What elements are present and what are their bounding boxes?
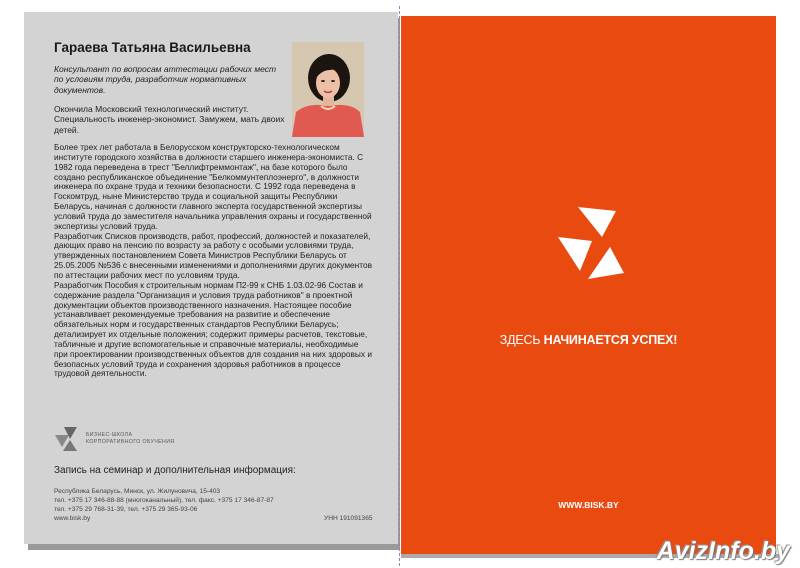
fold-line (399, 6, 400, 566)
biography-paragraph: Разработчик Списков производств, работ, профессий, должностей и показателей, дающих право на пенсию по возрасту за работу с особыми условиями труда, утвержденных постановлением Совета Министров Республики Беларусь от 25.05.2005 №536 с внесенными изменениями и дополнениями других документов по аттестации рабочих мест по условиям труда. (54, 230, 372, 280)
slogan-bold: НАЧИНАЕТСЯ УСПЕХ! (543, 333, 678, 347)
phone-line: тел. +375 29 768-31-39, тел. +375 29 365-93-06 (54, 506, 198, 513)
biography-paragraph: Более трех лет работала в Белорусском конструкторско-технологическом институте городского хозяйства в должности старшего инженера-экономиста. С 1982 года переведена в трест "Беллифтреммонтаж", на базе которого было создано республиканское объединение "Белкоммунтеплоэнерго", в должности инженера по охране труда и техники безопасности. С 1992 года переведена в Госкомтруд, ныне Министерство труда и социальной защиты Республики Беларусь, начиная с должности главного эксперта государственной экспертизы условий труда до заместителя начальника управления охраны и государственной экспертизы условий труда. (54, 142, 372, 231)
person-role: Консультант по вопросам аттестации рабочих мест по условиям труда, разработчик нормативных документов. (54, 64, 277, 95)
portrait-photo (292, 42, 364, 137)
biography-text (54, 143, 372, 379)
school-name-line2: КОРПОРАТИВНОГО ОБУЧЕНИЯ (86, 439, 175, 445)
slogan-regular: ЗДЕСЬ (499, 333, 544, 347)
website-line: www.bisk.by (54, 515, 91, 522)
school-logo (54, 426, 174, 452)
slogan (401, 333, 776, 347)
biography-paragraph: Разработчик Пособия к строительным нормам П2-99 к СНБ 1.03.02-96 Состав и содержание раздела "Организация и условия труда работников" в проектной документации объектов производственного назначения. Настоящее пособие устанавливает рекомендуемые требования на развитие и обеспечение обязательных норм и государственных стандартов Республики Беларусь; детализирует их отдельные положения; содержит примеры расчетов, текстовые, табличные и другие вспомогательные и справочные материалы, необходимые при проектировании производственных объектов для создания на них здоровых и безопасных условий труда и сохранения здоровья работников в процессе трудовой деятельности. (54, 279, 372, 379)
right-page (401, 16, 776, 554)
bisk-logo-large-icon (558, 207, 624, 279)
school-name-line1: БИЗНЕС-ШКОЛА (86, 432, 133, 438)
person-education: Окончила Московский технологический институт. Специальность инженер-экономист. Замужем, мать двоих детей. (54, 104, 285, 135)
unn-number: УНН 191091365 (324, 515, 373, 522)
contact-address (54, 487, 274, 523)
bisk-logo-icon (54, 426, 78, 452)
person-name: Гараева Татьяна Васильевна (54, 40, 251, 55)
website-url: WWW.BISK.BY (558, 500, 619, 510)
address-line: Республика Беларусь, Минск, ул. Жилуновича, 15-403 (54, 488, 221, 495)
watermark: AvizInfo.by (656, 537, 790, 565)
phone-line: тел. +375 17 346-88-88 (многоканальный), тел. факс. +375 17 346-87-87 (54, 497, 274, 504)
contact-title: Запись на семинар и дополнительная информация: (54, 465, 296, 476)
